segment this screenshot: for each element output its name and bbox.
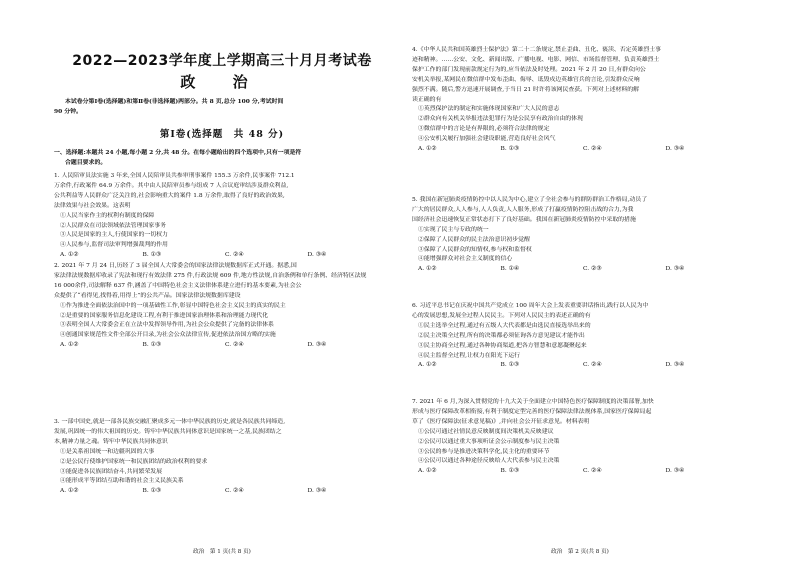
question-2: 2. 2021 年 7 月 24 日,历经了 3 届全国人大常委会的国家法律法规数据库正式开通。据悉,国 家法律法规数据库收录了宪法和现行有效法律 275 件,行政法规 609 件,地方性法规,自治条例和单行条例、经济特区法规 16 000余件,司法解释 637 件,涵盖了中国特色社会主义法律体系建立进行的基本要素,为社会公 众提供了“看得见,找得着,用得上”的公共产品。国家法律法规数据库建设 ①作为推进全面依法治国中的一项基础性工作,彰显中国特色社会主义民主的真实的民主 ②是重要的国家服务信息化建设工程,有利于推进国家治理体系和治理能力现代化 ③表明全国人大常委会正在立法中发挥领导作用,为社会公众提供了完备的法律体系 ④创通国家规范性文件全部公开目录,为社会公众法律宣传,促进依法治国方略的实施 A. ①② B. ①③ C. ②④ D. ③④: [54, 262, 390, 351]
exam-intro: 本试卷分第Ⅰ卷(选择题)和第Ⅱ卷(非选择题)两部分。共 8 页,总分 100 分,考试时间 90 分钟。: [54, 98, 284, 115]
question-5: 5. 我国在新冠肺炎疫情防控中以人民为中心,建立了全社会参与的群防群治工作格局,动员了 广大的居民群众,人人参与,人人负责,人人服务,形成了打赢疫情防控阻击战的合力,为我 国经济社会迅速恢复正常状态打下了良好基础。我国在新冠肺炎疫情防控中采取的措施 ①实现了民主与专政的统一 ②保障了人民群众的民主法治意识初步觉醒 ③保障了人民群众的知情权,参与权和监督权 ④能增强群众对社会主义制度的信心 A. ①② B. ①④ C. ②③ D. ③④: [412, 196, 748, 275]
question-7: 7. 2021 年 6 月,为深入贯彻党的十九大关于全面建立中国特色医疗保障制度的决策部署,加快 形成与医疗保障改革相衔接,有利于制度定型完善的医疗保障法律法规体系,国家医疗保障局起 草了《医疗保障法(征求意见稿)》,并向社会公开征求意见。材料表明 ①公民可通过社情民意反映制度间决策机关反映建议 ②公民可以通过重大事项听证会公示制度参与民主决策 ③公民的参与是推进决策科学化,民主化的重要环节 ④公民可以通过各种途径反映给人大代表参与民主决策 A. ①② B. ①③ C. ②④ D. ③④: [412, 398, 748, 477]
answer-choices: A. ①② B. ①③ C. ②④ D. ③④: [60, 342, 327, 349]
page-footer: 政治 第 1 页(共 8 页): [193, 549, 251, 555]
section-instructions: 一、选择题:本题共 24 小题,每小题 2 分,共 48 分。在每小题给出的四个选项中,只有一项是符 合题目要求的。: [54, 149, 302, 166]
question-1: 1. 人民陪审员法实施 3 年来,全国人民陪审员共参审刑事案件 155.3 万余件,民事案件 712.1 万余件,行政案件 64.9 万余件。其中由人民陪审员参与组成 7 人合议庭审结涉及群众利益, 公共利益等人民群众广泛关注的,社会影响重大的案件 1.8 万余件,取得了良好的政治效果, 法律效果与社会效果。这表明 ①人民当家作主的权利有制度的保障 ②人民群众在司法领域依法管理国家事务 ③人民是国家的主人,行使国家的一切权力 ④人民参与,监督司法审判增强裁判的作用 A. ①② B. ①③ C. ②④ D. ③④: [54, 172, 390, 261]
answer-choices: A. ①② B. ①④ C. ②③ D. ③④: [418, 266, 685, 273]
page-footer: 政治 第 2 页(共 8 页): [551, 549, 609, 555]
question-6: 6. 习近平总书记在庆祝中国共产党成立 100 周年大会上发表重要讲话指出,践行以人民为中 心的发展思想,发展全过程人民民主。下列对人民民主的表述正确的有 ①民主选举全过程,通过有五级人大代表都是由选民直接选举出来的 ②民主决策全过程,所有的决策都必须征询各方意见建议才能作出 ③民主协商全过程,通过各种协商渠道,把各方智慧和意愿凝聚起来 ④民主监督全过程,让权力在阳光下运行 A. ①② B. ①③ C. ②④ D. ③④: [412, 302, 748, 371]
question-3: 3. 一部中国史,就是一部各民族交融汇聚成多元一体中华民族的历史,就是各民族共同缔造, 发展,巩固统一的伟大祖国的历史。铸牢中华民族共同体意识是国家统一之基,民族团结之 本,精神力量之魂。铸牢中华民族共同体意识 ①是关系祖国统一和边疆巩固的大事 ②是公民行使维护国家统一和民族团结的政治权利的要求 ③能促进各民族团结奋斗,共同繁荣发展 ④能形成平等团结互助和谐的社会主义民族关系 A. ①② B. ①③ C. ②④ D. ③④: [54, 418, 390, 497]
left-page: [54, 0, 390, 562]
answer-choices: A. ①② B. ①③ C. ②④ D. ③④: [418, 468, 685, 475]
answer-choices: A. ①② B. ①③ C. ②④ D. ③④: [418, 146, 685, 153]
section-heading: 第Ⅰ卷(选择题 共 48 分): [159, 129, 285, 140]
exam-subject: 政 治: [180, 73, 264, 91]
right-page: [412, 0, 748, 562]
exam-title: 2022—2023学年度上学期高三十月月考试卷: [72, 53, 372, 69]
question-4: 4.《中华人民共和国英雄烈士保护法》第二十二条规定,禁止歪曲、丑化、亵渎、否定英雄烈士事 迹和精神。……公安、文化、新闻出版、广播电视、电影、网信、市场监督管理、负责英雄烈士 保护工作的部门发现前款规定行为的,应当依法及时处理。2021 年 2 月 20 日,有群众向公 安机关举报,某网民在微信群中发布歪曲、侮辱、诋毁戍边英雄官兵的言论,引发群众反响 强烈不满。随后,警方迅速开展调查,于当日 21 时许将该网民查获。下列对上述材料的解 读正确的有 ①英烈保护法的制定和实施体现国家和广大人民的意志 ②群众向有关机关举报违法犯罪行为是公民享有政治自由的体现 ③微信群中的言论是有界限的,必须符合法律的规定 ④公安机关履行加强社会建设职能,营造良好社会风气 A. ①② B. ①③ C. ②④ D. ③④: [412, 46, 748, 155]
answer-choices: A. ①② B. ①③ C. ②④ D. ③④: [60, 488, 327, 495]
answer-choices: A. ①② B. ①③ C. ②④ D. ③④: [418, 362, 685, 369]
answer-choices: A. ①② B. ①③ C. ②④ D. ③④: [60, 252, 327, 259]
